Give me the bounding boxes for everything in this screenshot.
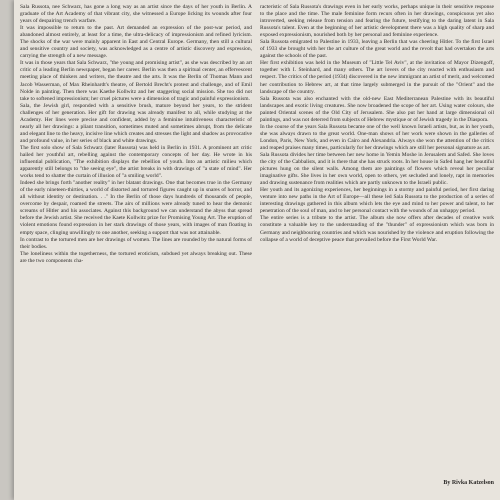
article-paragraph: Sala Russota divides her time between her new home in Yemin Moshe in Jerusalem and Safed. She loves the city of the Cabbalists, and it is there that she has struck roots. In her house in Safed hang her beautiful pictures hung on the silent walls. Among them are paintings of flowers which reveal her peculiar imaginative gifts. She lives in her own world, open to others, yet secluded and lonely, rapt in memories and drawing sustenance from realities which are partly unknown to the Israeli public. xyxy=(260,151,494,187)
article-paragraph: In the course of the years Sala Russota became one of the well known Israeli artists, but, as in her youth, she was always drawn to the great world. One-man shows of her work were shown in the galleries of London, Paris, New York, and even in Cairo and Alexandria. Always she won the attention of the critics and reaped praises many times, particularly for her drawings which are still her personal signature as art. xyxy=(260,123,494,151)
article-paragraph: In contrast to the tortured men are her drawings of women. The lines are rounded by the natural forms of their bodies. xyxy=(20,236,252,250)
article-paragraph: Indeed she brings forth "another reality" in her blatant drawings. One that becomes true in the Germany of the early nineteen-thirties, a world of distorted and tortured figures caught up in snares of horror, and all without identity or destination. . ." In the Berlin of those days hundreds of thousands of people, overcome by despair, roamed the streets. The airs of millions were already tuned to hear the demonic screams of Hitler and his associates. Against this background we can understand the abyss that spread before the Jewish artist. She received the Kaete Kollwitz prize for Promising Young Art. The eruption of violent emotions found expression in her stark drawings of those years, with images of man floating in empty space, clinging unwillingly to one another, seeking a support that was not attainable. xyxy=(20,180,252,236)
article-paragraph: Sala, the Jewish girl, responded with a sensitive brush, mature beyond her years, to the strident challenges of her generation. Her gift for drawing was already manifest to all, while studying at the Academy. Her lines were precise and confident, added by a feminine intuitiveness characteristic of nearly all her drawings: a pliant transition, sometimes muted and sometimes abrupt, from the delicate and elegant line to the heavy, incisive line which creates and stresses the light and shadow as provocative and profound value, in her series of black and white drawings. xyxy=(20,102,252,144)
article-paragraph: The loneliness within the togetherness, the tortured eroticism, subdued yet always breaking out. These are the two components cha- xyxy=(20,250,252,264)
article-paragraph: Sala Russota, nee Schwarz, has gone a long way as an artist since the days of her youth in Berlin. A graduate of the Art Academy of that vibrant city, she witnessed a Europe licking its wounds after four years of despairing trench warfare. xyxy=(20,4,252,25)
article-column-left xyxy=(20,4,252,265)
author-byline: By Rivka Katzelson xyxy=(443,480,494,486)
article-paragraph: The entire series is a tribute to the artist. The album she now offers after decades of creative work constitute a valuable key to the understanding of the "thunder" of expressionism which was born in Germany and neighbouring countries and which was nourished by the violence and eruption following the collapse of a world of deceptive peace that prevailed before the First World War. xyxy=(260,215,494,243)
document-page xyxy=(14,0,500,500)
article-paragraph: racteristic of Sala Russota's drawings even in her early works, perhaps unique in their sensitive response to the place and the time. The male feminine form recurs often in her drawings, conspicuous yet also introverted, seeking release from tension and fearing the future, testifying to the daring latent in Sala Russota's talent. Even at the beginning of her artistic development there was a high quality of sharp and exposed expressionism, nourished both by her personal and feminine experience. xyxy=(260,4,494,39)
article-paragraph: It was impossible to return to the past. Art demanded an expression of the post-war period, and abandoned almost entirely, at least for a time, the ultra-delicacy of impressionism and refined lyricism. The shocks of the war were mainly apparent in East and Central Europe. Germany, then still a cultural and sensitive country and society, was acknowledged as a centre of artistic discovery and expression, carrying the strength of a new message. xyxy=(20,25,252,60)
article-paragraph: Her first exhibition was held in the Museum of "Little Tel Aviv", at the invitation of Mayor Dizengoff, together with I. Steinhard, and many others. The art lovers of the city reacted with enthusiasm and respect. The critics of the period (1934) discovered in the new immigrant an artist of merit, and welcomed her contribution to Hebrew art, at that time largely submerged in the pursuit of the "Orient" and the landscape of the country. xyxy=(260,60,494,95)
article-paragraph: Her youth and its agonizing experiences, her beginnings in a stormy and painful period, her first daring venture into new paths in the Art of Europe—all these led Sala Russota to the production of a series of interesting drawings gathered in this album which lets the eye and mind to her power and talent, to her penetration of the soul of man, and to her personal contact with the wounds of an unhappy period. xyxy=(260,187,494,215)
article-paragraph: Sala Russota was also enchanted with the old-new East Mediterranean Palestine with its beautiful landscapes and exotic living creatures. She now broadened the scope of her art. Using water colours, she painted Oriental scenes of the Old City of Jerusalem. She also put her hand at large dimensional oil paintings, and was not deterred from subjects of Hebrew mystique or of Jewish tragedy in the Diaspora. xyxy=(260,95,494,123)
article-paragraph: The first solo show of Sala Schwarz (later Russota) was held in Berlin in 1931. A prominent art critic hailed her youthful art, rebelling against the contemporary concepts of her day. He wrote in his influential publication, "The exhibition displays the rebellion of youth. Into an artistic milieu which apparently still belongs to "the seeing eye", the artist breaks in with drawings of "a state of mind". Her works tend to shatter the curtain of illusion of "a smiling world". xyxy=(20,144,252,180)
article-column-right xyxy=(260,4,494,244)
article-paragraph: Sala Russota emigrated to Palestine in 1933, leaving a Berlin that was cheering Hitler. To the first Israel of 1933 she brought with her the art culture of the great world and the revolt that had overtaken the arts against the schools of the past. xyxy=(260,39,494,60)
article-paragraph: It was in those years that Sala Schwarz, "the young and promising artist", as she was described by an art critic of a leading Berlin newspaper, began her career. Berlin was then a spiritual center, an effervescent meeting place of thinkers and writers, the theatre and the arts. It was the Berlin of Thomas Mann and Jacob Wasserman, of Max Rheinhardt's theatre, of Bertold Brecht's protest and challenge, and of Emil Nolde in painting. Then there was Kaethe Kollwitz and her staggering social mission. She too did not take to softened impressionism; her cruel pictures were a dimension of tragic and painful expressionism. xyxy=(20,60,252,102)
